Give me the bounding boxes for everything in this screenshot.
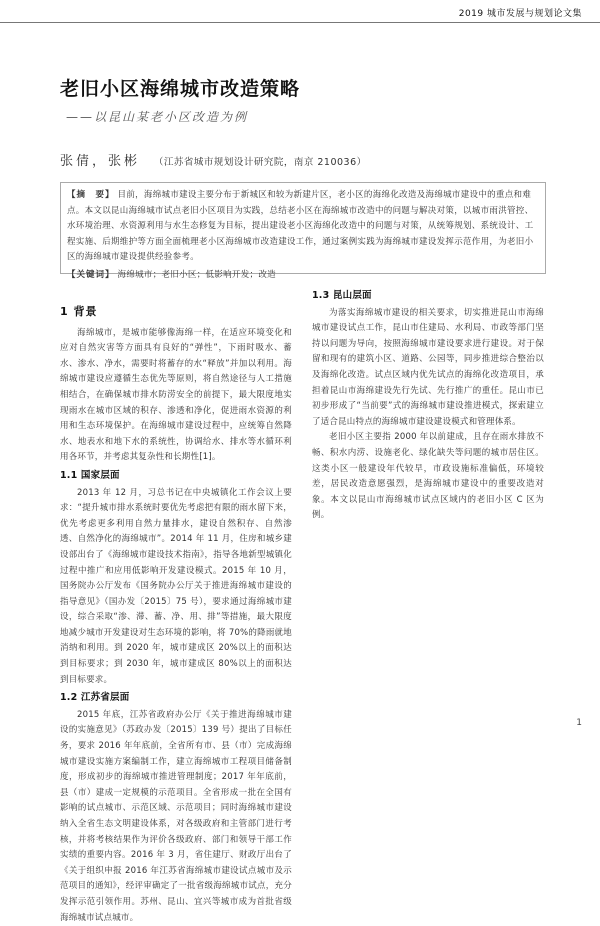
page-number: 1 xyxy=(576,718,582,728)
header-rule xyxy=(0,22,600,23)
keywords-label: 【关键词】 xyxy=(67,269,115,280)
abstract-box xyxy=(60,182,546,280)
section-heading: 1 背景 xyxy=(60,305,98,318)
abstract-label: 【摘 要】 xyxy=(67,190,115,200)
author-line xyxy=(60,150,367,169)
paper-title: 老旧小区海绵城市改造策略 xyxy=(60,78,301,100)
paragraph: 2013 年 12 月，习总书记在中央城镇化工作会议上要求：“提升城市排水系统时要优先考虑把有限的雨水留下来，优先考虑更多利用自然力量排水，建设自然积存、自然渗透、自然净化的海绵城市”。2014 年 11 月，住房和城乡建设部出台了《海绵城市建设技术指南》，指导各地新型城镇化过程中推广和应用低影响开发建设模式。2015 年 10 月，国务院办公厅发布《国务院办公厅关于推进海绵城市建设的指导意见》（国办发〔2015〕75 号），要求通过海绵城市建设，综合采取“渗、滞、蓄、净、用、排”等措施，最大限度地减少城市开发建设对生态环境的影响，将 70%的降雨就地消纳和利用。到 2020 年，城市建成区 20%以上的面积达到目标要求；到 2030 年，城市建成区 80%以上的面积达到目标要求。 xyxy=(60,487,292,685)
subsection-heading: 1.2 江苏省层面 xyxy=(60,692,130,704)
paragraph: 2015 年底，江苏省政府办公厅《关于推进海绵城市建设的实施意见》（苏政办发〔2015〕139 号）提出了目标任务，要求 2016 年年底前，全省所有市、县（市）完成海绵城市建设实施方案编制工作，建立海绵城市工程项目储备制度，形成初步的海绵城市推进管理制度；2017 年年底前，县（市）建成一定规模的示范项目。全省形成一批在全国有影响的试点城市、示范区域、示范项目；同时海绵城市建设纳入全省生态文明建设体系，对各级政府和主管部门进行考核，并将考核结果作为评价各级政府、部门和领导干部工作实绩的重要内容。2016 年 3 月，省住建厅、财政厅出台了《关于组织申报 2016 年江苏省海绵城市建设试点城市及示范项目的通知》，经评审确定了一批省级海绵城市试点，充分发挥示范引领作用。苏州、昆山、宜兴等城市成为首批省级海绵城市试点城市。 xyxy=(60,709,292,923)
subsection-heading: 1.1 国家层面 xyxy=(60,469,120,481)
paragraph: 为落实海绵城市建设的相关要求，切实推进昆山市海绵城市建设试点工作，昆山市住建局、水利局、市政等部门坚持以问题为导向，按照海绵城市建设要求进行建设。对于保留和现有的建筑小区、道路、公园等，同步推进综合整治以及海绵化改造。试点区域内优先试点的海绵化改造项目，承担着昆山市海绵建设先行先试、先行推广的重任。昆山市已初步形成了“当前要”式的海绵城市建设推进模式，探索建立了适合昆山特点的海绵城市建设建设模式和管理体系。 xyxy=(312,307,544,427)
subsection-heading: 1.3 昆山层面 xyxy=(312,290,372,301)
running-head: 2019 城市发展与规划论文集 xyxy=(458,9,582,19)
right-column xyxy=(312,286,544,726)
author-names: 张倩，张彬 xyxy=(60,154,141,169)
author-affiliation: （江苏省城市规划设计研究院，南京 210036） xyxy=(153,157,367,168)
paper-subtitle: ——以昆山某老小区改造为例 xyxy=(66,110,249,124)
left-column xyxy=(60,304,292,923)
keywords-line xyxy=(67,268,539,284)
paragraph: 海绵城市，是城市能够像海绵一样，在适应环境变化和应对自然灾害等方面具有良好的“弹性”，下雨时吸水、蓄水、渗水、净水，需要时将蓄存的水“释放”并加以利用。海绵城市建设应遵循生态优先等原则，将自然途径与人工措施相结合，在确保城市排水防涝安全的前提下，最大限度地实现雨水在城市区域的积存、渗透和净化，促进雨水资源的利用和生态环境保护。在海绵城市建设过程中，应统筹自然降水、地表水和地下水的系统性，协调给水、排水等水循环利用各环节，并考虑其复杂性和长期性[1]。 xyxy=(60,327,292,463)
paragraph: 老旧小区主要指 2000 年以前建成，且存在雨水排放不畅、积水内涝、设施老化、绿化缺失等问题的城市居住区。这类小区一般建设年代较早，市政设施标准偏低，环境较差，居民改造意愿强烈，是海绵城市建设中的重要改造对象。本文以昆山市海绵城市试点区域内的老旧小区 C 区为例。 xyxy=(312,432,544,521)
abstract-text: 目前，海绵城市建设主要分布于新城区和较为新建片区，老小区的海绵化改造及海绵城市建设中的重点和难点。本文以昆山海绵城市试点老旧小区项目为实践，总结老小区在海绵城市改造中的问题与解决对策，以城市雨洪管控、水环境治理、水资源利用与水生态修复为目标，提出建设老小区海绵化改造中的问题与对策，从统筹规划、系统设计、工程实施、后期维护等方面全面梳理老小区海绵城市改造建设工作，通过案例实践为海绵城市建设发挥示范作用，为老旧小区的海绵城市建设提供经验参考。 xyxy=(67,190,534,262)
keywords-text: 海绵城市；老旧小区；低影响开发；改造 xyxy=(117,269,276,280)
